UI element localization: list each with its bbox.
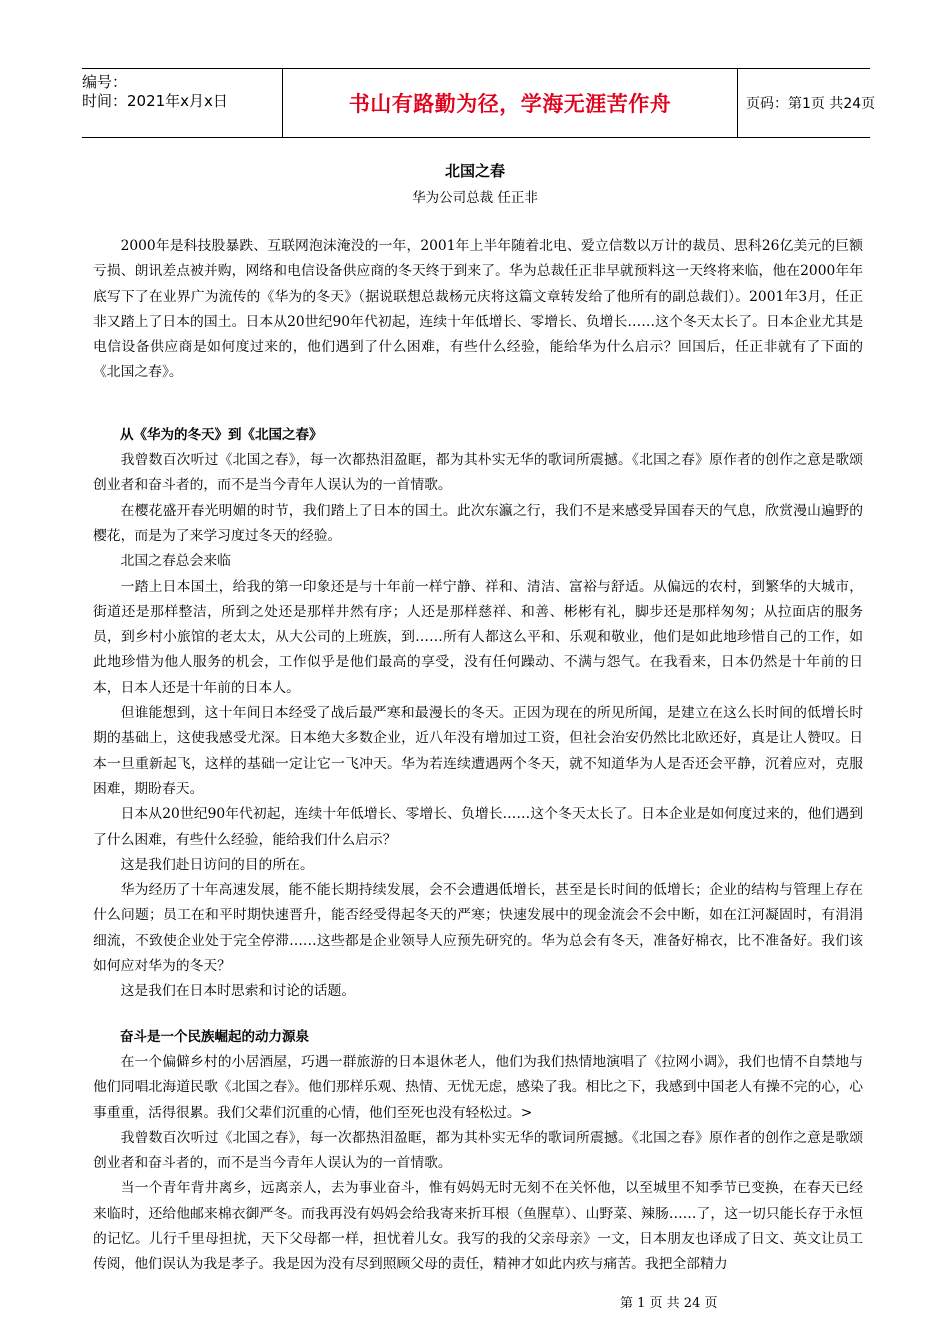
- paragraph: 我曾数百次听过《北国之春》，每一次都热泪盈眶，都为其朴实无华的歌词所震撼。《北国之春》原作者的创作之意是歌颂创业者和奋斗者的，而不是当今青年人误认为的一首情歌。: [93, 1129, 863, 1172]
- section-heading: 奋斗是一个民族崛起的动力源泉: [120, 1028, 309, 1045]
- paragraph: 华为经历了十年高速发展，能不能长期持续发展，会不会遭遇低增长，甚至是长时间的低增长；企业的结构与管理上存在什么问题；员工在和平时期快速晋升，能否经受得起冬天的严寒；快速发展中的现金流会不会中断，如在江河凝固时，有涓涓细流，不致使企业处于完全停滞……这些都是企业领导人应预先研究的。华为总会有冬天，准备好棉衣，比不准备好。我们该如何应对华为的冬天？: [93, 882, 863, 975]
- paragraph: 当一个青年背井离乡，远离亲人，去为事业奋斗，惟有妈妈无时无刻不在关怀他，以至城里不知季节已变换，在春天已经来临时，还给他邮来棉衣御严冬。而我再没有妈妈会给我寄来折耳根（鱼腥草）、山野菜、辣肠……了，这一切只能长存于永恒的记忆。儿行千里母担扰，天下父母都一样，担忧着儿女。我写的我的父亲母亲》一文，日本朋友也译成了日文、英文让员工传阅，他们误认为我是孝子。我是因为没有尽到照顾父母的责任，精神才如此内疚与痛苦。我把全部精力: [93, 1180, 863, 1273]
- page-label: 页码：第1页 共24页: [746, 96, 876, 112]
- document-header: [82, 68, 876, 138]
- paragraph: 这是我们赴日访问的目的所在。: [120, 856, 314, 873]
- paragraph: 这是我们在日本时思索和讨论的话题。: [120, 983, 356, 1000]
- intro-paragraph: 2000年是科技股暴跌、互联网泡沫淹没的一年，2001年上半年随着北电、爱立信数以万计的裁员、思科26亿美元的巨额亏损、朗讯差点被并购，网络和电信设备供应商的冬天终于到来了。华为总裁任正非早就预料这一天终将来临，他在2000年年底写下了在业界广为流传的《华为的冬天》（据说联想总裁杨元庆将这篇文章转发给了他所有的副总裁们）。2001年3月，任正非又踏上了日本的国土。日本从20世纪90年代初起，连续十年低增长、零增长、负增长……这个冬天太长了。日本企业尤其是电信设备供应商是如何度过来的，他们遇到了什么困难，有些什么经验，能给华为什么启示？回国后，任正非就有了下面的《北国之春》。: [93, 238, 863, 381]
- motto-text: 书山有路勤为径，学海无涯苦作舟: [348, 92, 672, 116]
- number-label: 编号：: [82, 73, 128, 91]
- paragraph: 我曾数百次听过《北国之春》，每一次都热泪盈眶，都为其朴实无华的歌词所震撼。《北国之春》原作者的创作之意是歌颂创业者和奋斗者的，而不是当今青年人误认为的一首情歌。: [93, 452, 863, 494]
- header-left-cell: [82, 69, 282, 137]
- document-title: 北国之春: [444, 162, 505, 180]
- paragraph: 一踏上日本国土，给我的第一印象还是与十年前一样宁静、祥和、清洁、富裕与舒适。从偏远的农村，到繁华的大城市，街道还是那样整洁，所到之处还是那样井然有序；人还是那样慈祥、和善、彬彬有礼，脚步还是那样匆匆；从拉面店的服务员，到乡村小旅馆的老太太，从大公司的上班族，到……所有人都这么平和、乐观和敬业，他们是如此地珍惜自己的工作，如此地珍惜为他人服务的机会，工作似乎是他们最高的享受，没有任何躁动、不满与怨气。在我看来，日本仍然是十年前的日本，日本人还是十年前的日本人。: [93, 578, 863, 696]
- document-body: [93, 234, 863, 1278]
- page-number-cell: [738, 69, 876, 137]
- section-heading: 从《华为的冬天》到《北国之春》: [120, 426, 323, 443]
- motto-cell: [282, 69, 738, 137]
- subheading-paragraph: 北国之春总会来临: [120, 553, 231, 570]
- paragraph: 在一个偏僻乡村的小居酒屋，巧遇一群旅游的日本退休老人，他们为我们热情地演唱了《拉网小调》，我们也情不自禁地与他们同唱北海道民歌《北国之春》。他们那样乐观、热情、无忧无虑，感染了我。相比之下，我感到中国老人有操不完的心，心事重重，活得很累。我们父辈们沉重的心情，他们至死也没有轻松过。>: [93, 1053, 863, 1121]
- paragraph: 在樱花盛开春光明媚的时节，我们踏上了日本的国土。此次东瀛之行，我们不是来感受异国春天的气息，欣赏漫山遍野的樱花，而是为了来学习度过冬天的经验。: [93, 502, 863, 544]
- document-subtitle: 华为公司总裁 任正非: [412, 190, 538, 206]
- time-label: 时间：2021年x月x日: [82, 92, 228, 110]
- paragraph: 但谁能想到，这十年间日本经受了战后最严寒和最漫长的冬天。正因为现在的所见所闻，是建立在这么长时间的低增长时期的基础上，这使我感受尤深。日本绝大多数企业，近八年没有增加过工资，但社会治安仍然比北欧还好，真是让人赞叹。日本一旦重新起飞，这样的基础一定让它一飞冲天。华为若连续遭遇两个冬天，就不知道华为人是否还会平静，沉着应对，克服困难，期盼春天。: [93, 705, 863, 797]
- paragraph: 日本从20世纪90年代初起，连续十年低增长、零增长、负增长……这个冬天太长了。日本企业是如何度过来的，他们遇到了什么困难，有些什么经验，能给我们什么启示？: [93, 806, 863, 848]
- page-footer: 第 1 页 共 24 页: [620, 1296, 718, 1311]
